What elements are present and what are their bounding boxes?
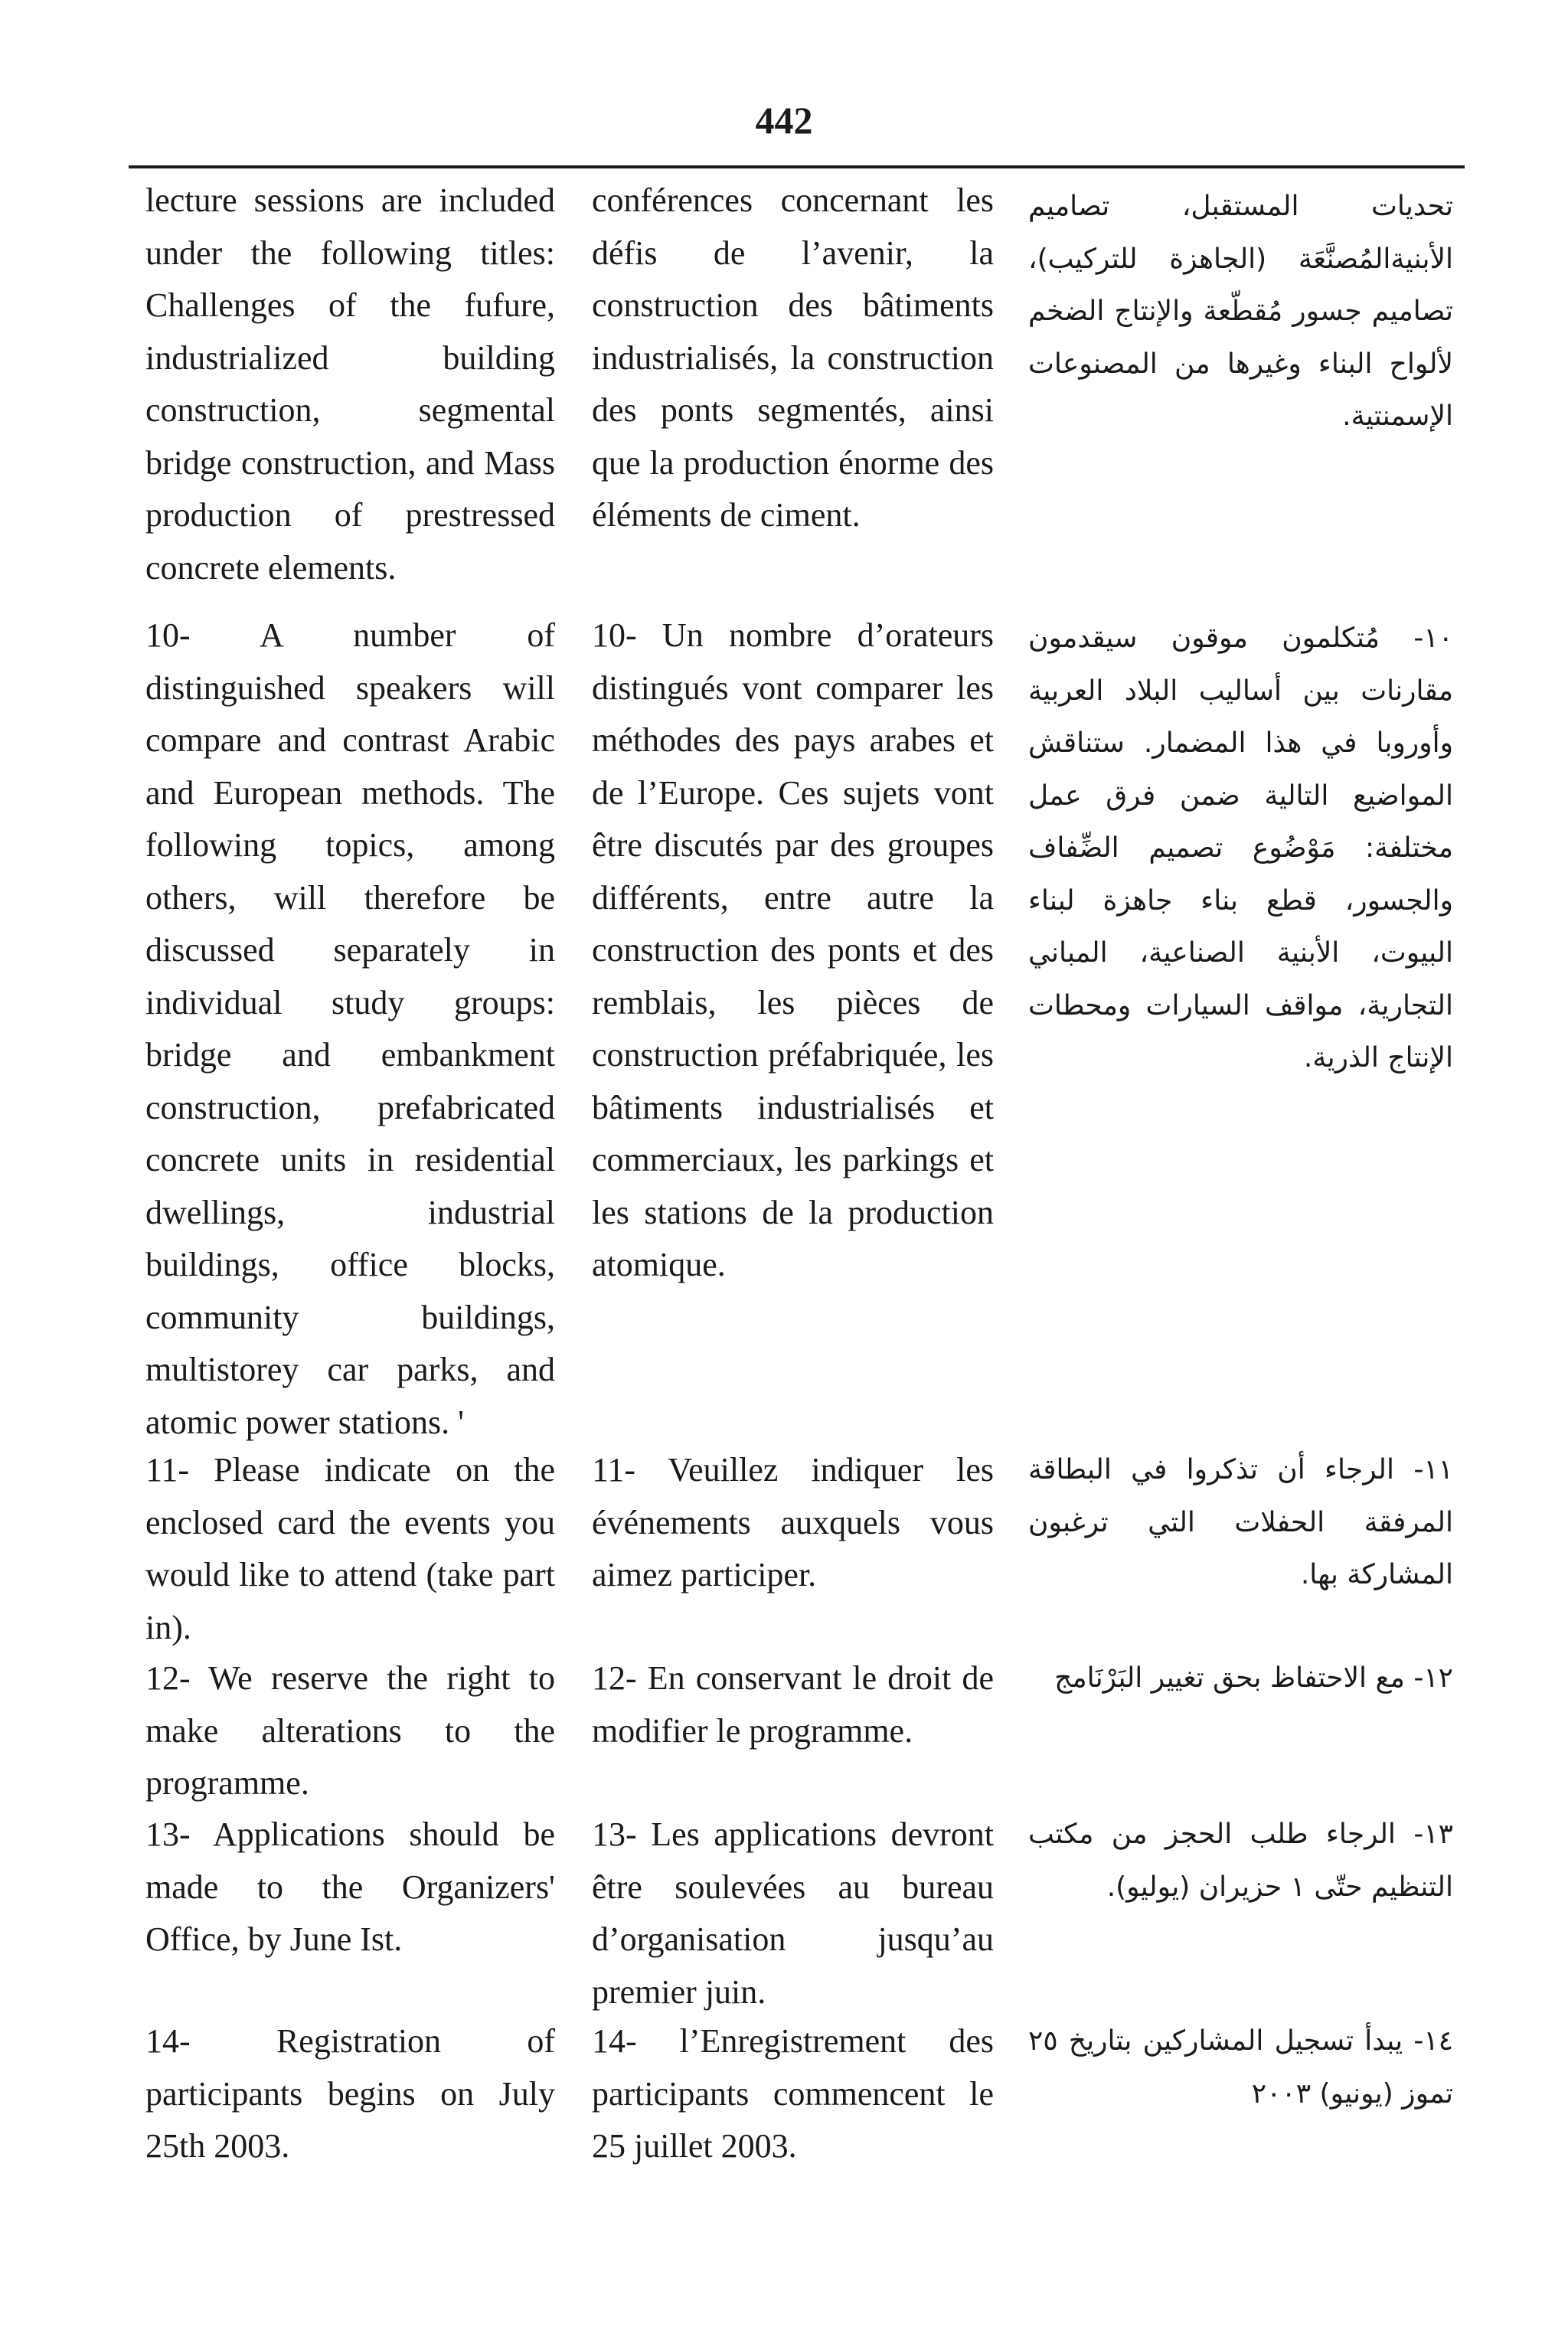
english-item-14 [145, 2015, 555, 2173]
english-item-13 [145, 1809, 555, 1966]
english-item-12 [145, 1652, 555, 1810]
english-paragraph-10: 10- A number of distinguished speakers will compare and contrast Arabic and European methods. The following topics, among others, will therefore be discussed separately in individual study groups: bridge and embankment construction, prefabricated concrete units in residential dwellings, industrial buildings, office blocks, community buildings, multistorey car parks, and atomic power stations. ' [145, 616, 555, 1441]
french-paragraph-13: 13- Les applications devront être soulevées au bureau d’organisation jusqu’au premier juin. [592, 1816, 994, 2011]
arabic-item-12 [1028, 1652, 1453, 1705]
french-item-10 [592, 610, 994, 1292]
arabic-item-11 [1028, 1444, 1453, 1602]
english-paragraph-11: 11- Please indicate on the enclosed card the events you would like to attend (take part in). [145, 1451, 555, 1646]
arabic-item-14 [1028, 2015, 1453, 2120]
french-item-13 [592, 1809, 994, 2018]
arabic-paragraph-10: ١٠- مُتكلمون موقون سيقدمون مقارنات بين أساليب البلاد العربية وأوروبا في هذا المضمار. ستناقش المواضيع التالية ضمن فرق عمل مختلفة: مَوْضُوع تصميم الضِّفاف والجسور، قطع بناء جاهزة لبناء البيوت، الأبنية الصناعية، المباني التجارية، مواقف السيارات ومحطات الإنتاج الذرية. [1028, 623, 1453, 1074]
arabic-paragraph-13: ١٣- الرجاء طلب الحجز من مكتب التنظيم حتّى ١ حزيران (يوليو). [1028, 1819, 1453, 1903]
arabic-item-10 [1028, 613, 1453, 1085]
english-column [145, 175, 555, 594]
english-paragraph-14: 14- Registration of participants begins on July 25th 2003. [145, 2022, 555, 2165]
english-paragraph-12: 12- We reserve the right to make alterations to the programme. [145, 1659, 555, 1802]
arabic-column [1028, 181, 1453, 443]
french-paragraph-12: 12- En conservant le droit de modifier le programme. [592, 1659, 994, 1750]
header-rule [129, 165, 1465, 168]
arabic-item-13 [1028, 1809, 1453, 1914]
arabic-paragraph-14: ١٤- يبدأ تسجيل المشاركين بتاريخ ٢٥ تموز (يونيو) ٢٠٠٣ [1028, 2025, 1453, 2110]
english-paragraph-intro: lecture sessions are included under the following titles: Challenges of the fufure, industrialized building construction, segmental bridge construction, and Mass production of prestressed concrete elements. [145, 181, 555, 587]
english-paragraph-13: 13- Applications should be made to the Organizers' Office, by June Ist. [145, 1816, 555, 1958]
french-paragraph-11: 11- Veuillez indiquer les événements auxquels vous aimez participer. [592, 1451, 994, 1593]
french-paragraph-10: 10- Un nombre d’orateurs distingués vont comparer les méthodes des pays arabes et de l’Europe. Ces sujets vont être discutés par des groupes différents, entre autre la construction des ponts et des remblais, les pièces de construction préfabriquée, les bâtiments industrialisés et commerciaux, les parkings et les stations de la production atomique. [592, 616, 994, 1283]
french-column [592, 175, 994, 542]
french-item-14 [592, 2015, 994, 2173]
arabic-paragraph-12: ١٢- مع الاحتفاظ بحق تغيير البَرْنَامج [1054, 1662, 1453, 1694]
arabic-paragraph-intro: تحديات المستقبل، تصاميم الأبنيةالمُصنَّعَة (الجاهزة للتركيب)، تصاميم جسور مُقطّعة والإنتاج الضخم لألواح البناء وغيرها من المصنوعات الإسمنتية. [1028, 191, 1453, 432]
english-item-11 [145, 1444, 555, 1654]
page-number: 442 [755, 99, 813, 142]
french-paragraph-14: 14- l’Enregistrement des participants commencent le 25 juillet 2003. [592, 2022, 994, 2165]
french-item-11 [592, 1444, 994, 1602]
french-item-12 [592, 1652, 994, 1757]
english-item-10 [145, 610, 555, 1449]
french-paragraph-intro: conférences concernant les défis de l’avenir, la construction des bâtiments industrialisés, la construction des ponts segmentés, ainsi que la production énorme des éléments de ciment. [592, 181, 994, 534]
arabic-paragraph-11: ١١- الرجاء أن تذكروا في البطاقة المرفقة الحفلات التي ترغبون المشاركة بها. [1028, 1454, 1453, 1590]
